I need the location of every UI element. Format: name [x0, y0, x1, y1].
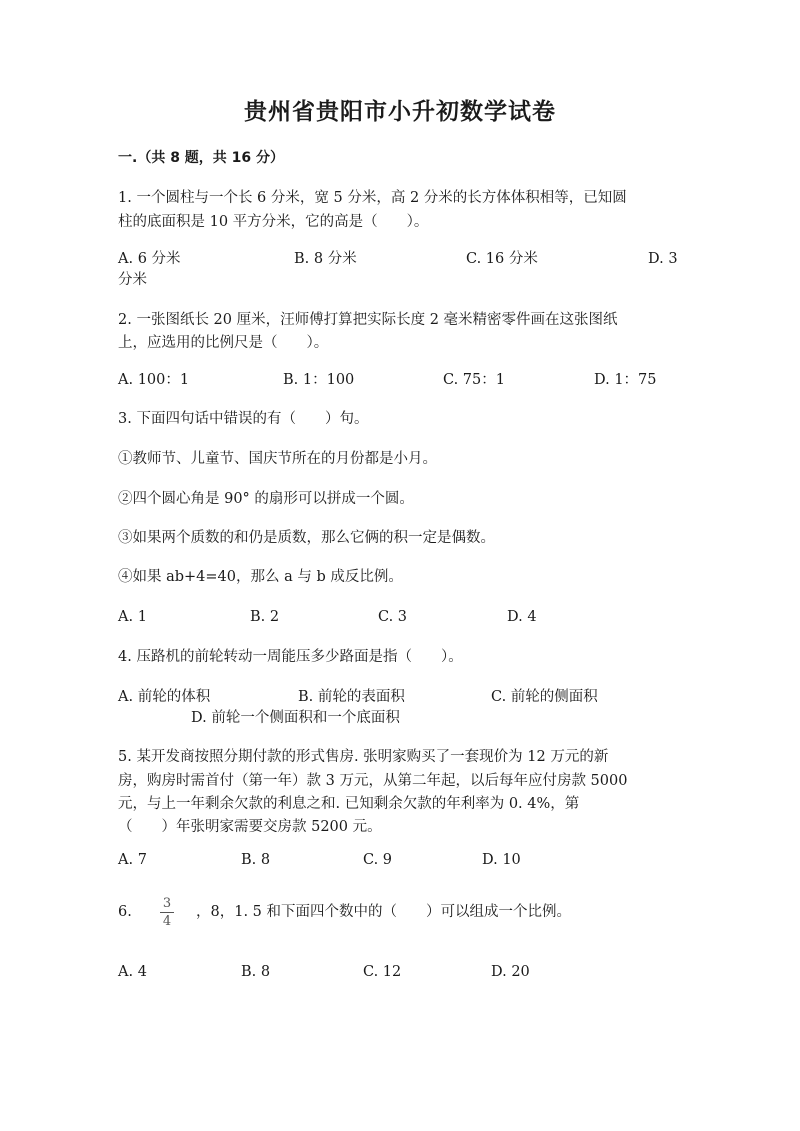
- question-3-statement-3: ③如果两个质数的和仍是质数，那么它俩的积一定是偶数。: [118, 530, 495, 546]
- question-1-option-d: D. 3: [648, 251, 678, 267]
- fraction-three-quarters: [158, 896, 176, 929]
- fraction-numerator: 3: [162, 896, 172, 911]
- question-3-option-b: B. 2: [250, 609, 280, 625]
- question-1-option-d-unit: 分米: [118, 272, 147, 288]
- question-3-option-a: A. 1: [118, 609, 147, 625]
- question-6-number: 6.: [118, 904, 132, 920]
- fraction-bar: [160, 912, 174, 913]
- question-4-option-b: B. 前轮的表面积: [298, 689, 405, 705]
- page-title: 贵州省贵阳市小升初数学试卷: [244, 99, 556, 125]
- question-6-option-a: A. 4: [118, 964, 147, 980]
- question-2-line-1: 2. 一张图纸长 20 厘米，汪师傅打算把实际长度 2 毫米精密零件画在这张图纸: [118, 312, 618, 328]
- question-5-option-b: B. 8: [241, 852, 271, 868]
- question-4-option-a: A. 前轮的体积: [118, 689, 211, 705]
- question-1-option-a: A. 6 分米: [118, 251, 181, 267]
- question-6-option-d: D. 20: [491, 964, 530, 980]
- question-5-line-1: 5. 某开发商按照分期付款的形式售房. 张明家购买了一套现价为 12 万元的新: [118, 749, 609, 765]
- question-1-line-1: 1. 一个圆柱与一个长 6 分米，宽 5 分米，高 2 分米的长方体体积相等，已知圆: [118, 190, 627, 206]
- question-2-option-d: D. 1：75: [594, 372, 657, 388]
- question-3-statement-1: ①教师节、儿童节、国庆节所在的月份都是小月。: [118, 451, 437, 467]
- question-5-option-d: D. 10: [482, 852, 521, 868]
- question-5-line-3: 元，与上一年剩余欠款的利息之和. 已知剩余欠款的年利率为 0. 4%，第: [118, 796, 580, 812]
- question-3-statement-2: ②四个圆心角是 90° 的扇形可以拼成一个圆。: [118, 491, 414, 507]
- question-5-option-a: A. 7: [118, 852, 147, 868]
- question-4-line-1: 4. 压路机的前轮转动一周能压多少路面是指（ ）。: [118, 649, 463, 665]
- question-2-option-a: A. 100：1: [118, 372, 190, 388]
- question-4-option-d: D. 前轮一个侧面积和一个底面积: [191, 710, 400, 726]
- question-3-option-d: D. 4: [507, 609, 537, 625]
- question-4-option-c: C. 前轮的侧面积: [491, 689, 598, 705]
- question-2-option-c: C. 75：1: [443, 372, 505, 388]
- question-1-option-b: B. 8 分米: [294, 251, 357, 267]
- question-2-option-b: B. 1：100: [283, 372, 355, 388]
- question-5-line-4: （ ）年张明家需要交房款 5200 元。: [118, 819, 382, 835]
- question-1-option-c: C. 16 分米: [466, 251, 538, 267]
- question-3-line-1: 3. 下面四句话中错误的有（ ）句。: [118, 411, 369, 427]
- question-6-option-c: C. 12: [363, 964, 402, 980]
- question-6-option-b: B. 8: [241, 964, 271, 980]
- question-3-statement-4: ④如果 ab+4=40，那么 a 与 b 成反比例。: [118, 569, 403, 585]
- section-heading: 一.（共 8 题，共 16 分）: [118, 150, 285, 166]
- question-5-option-c: C. 9: [363, 852, 393, 868]
- question-3-option-c: C. 3: [378, 609, 408, 625]
- question-2-line-2: 上，应选用的比例尺是（ ）。: [118, 335, 329, 351]
- question-5-line-2: 房，购房时需首付（第一年）款 3 万元，从第二年起，以后每年应付房款 5000: [118, 773, 628, 789]
- question-1-line-2: 柱的底面积是 10 平方分米，它的高是（ ）。: [118, 214, 429, 230]
- fraction-denominator: 4: [162, 914, 172, 929]
- question-6-text: ，8，1. 5 和下面四个数中的（ ）可以组成一个比例。: [196, 904, 572, 920]
